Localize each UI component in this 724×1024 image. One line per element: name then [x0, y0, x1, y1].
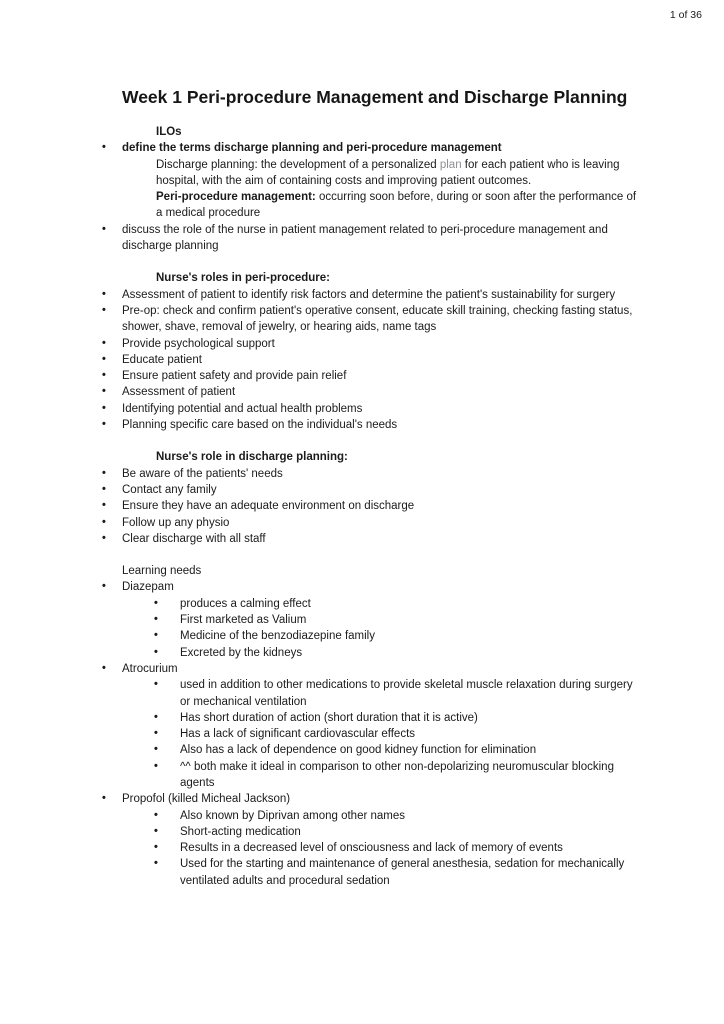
page-indicator: 1 of 36 [669, 9, 702, 21]
list-item: • Provide psychological support [122, 336, 638, 352]
peri-roles-heading: Nurse's roles in peri-procedure: [156, 272, 331, 285]
drug-item [122, 579, 638, 660]
discharge-definition-post: for each patient who is leaving hospital, with the aim of containing costs and improving patient outcomes. [156, 158, 620, 187]
drug-point: • ^^ both make it ideal in comparison to other non-depolarizing neuromuscular blocking agents [180, 759, 638, 792]
drug-point: • Excreted by the kidneys [180, 645, 638, 661]
drug-point: • First marketed as Valium [180, 612, 638, 628]
drug-name: Atrocurium [122, 662, 178, 675]
drug-name: Diazepam [122, 581, 174, 594]
objectives-list [122, 140, 638, 254]
drug-item [122, 661, 638, 791]
drug-point: • Also has a lack of dependence on good kidney function for elimination [180, 742, 638, 758]
objective-item [122, 140, 638, 221]
muted-word-plan: plan [439, 158, 462, 171]
peri-roles-list [122, 287, 638, 434]
list-item: • Contact any family [122, 482, 638, 498]
list-item: • Clear discharge with all staff [122, 531, 638, 547]
learning-needs-label: Learning needs [122, 565, 202, 578]
drug-point: • Results in a decreased level of onsciousness and lack of memory of events [180, 840, 638, 856]
drug-point: • produces a calming effect [180, 596, 638, 612]
list-item: • Identifying potential and actual health problems [122, 401, 638, 417]
drug-points-list [180, 808, 638, 889]
drug-point: • Has a lack of significant cardiovascular effects [180, 726, 638, 742]
drug-point: • Also known by Diprivan among other names [180, 808, 638, 824]
objective-item [122, 222, 638, 255]
list-item: • Planning specific care based on the individual's needs [122, 417, 638, 433]
drug-point: • Medicine of the benzodiazepine family [180, 628, 638, 644]
page-title: Week 1 Peri-procedure Management and Discharge Planning [122, 87, 628, 107]
list-item: • Ensure they have an adequate environment on discharge [122, 498, 638, 514]
drug-point: • Used for the starting and maintenance of general anesthesia, sedation for mechanically ventilated adults and procedural sedation [180, 856, 638, 889]
list-item: • Pre-op: check and confirm patient's operative consent, educate skill training, checking fasting status, shower, shave, removal of jewelry, or hearing aids, name tags [122, 303, 638, 336]
list-item: • Assessment of patient to identify risk factors and determine the patient's sustainability for surgery [122, 287, 638, 303]
drug-points-list [180, 677, 638, 791]
document-body [122, 86, 638, 889]
objective-text: discuss the role of the nurse in patient management related to peri-procedure management and discharge planning [122, 223, 608, 253]
list-item: • Be aware of the patients' needs [122, 466, 638, 482]
peri-definition-label: Peri-procedure management: [156, 191, 316, 204]
list-item: • Educate patient [122, 352, 638, 368]
list-item: • Assessment of patient [122, 384, 638, 400]
peri-definition-text: occurring soon before, during or soon after the performance of a medical procedure [156, 191, 637, 220]
drug-point: • Has short duration of action (short duration that it is active) [180, 710, 638, 726]
drug-points-list [180, 596, 638, 661]
list-item: • Follow up any physio [122, 515, 638, 531]
drug-item [122, 791, 638, 889]
objective-text: define the terms discharge planning and peri-procedure management [122, 142, 502, 155]
discharge-roles-list [122, 466, 638, 547]
discharge-definition-pre: Discharge planning: the development of a personalized [156, 158, 440, 171]
definitions-paragraph [156, 157, 638, 222]
ilos-heading: ILOs [156, 126, 182, 138]
drug-point: • Short-acting medication [180, 824, 638, 840]
drug-point: • used in addition to other medications to provide skeletal muscle relaxation during surgery or mechanical ventilation [180, 677, 638, 710]
drugs-list [122, 579, 638, 889]
discharge-roles-heading: Nurse's role in discharge planning: [156, 451, 348, 464]
list-item: • Ensure patient safety and provide pain relief [122, 368, 638, 384]
drug-name: Propofol (killed Micheal Jackson) [122, 793, 291, 806]
